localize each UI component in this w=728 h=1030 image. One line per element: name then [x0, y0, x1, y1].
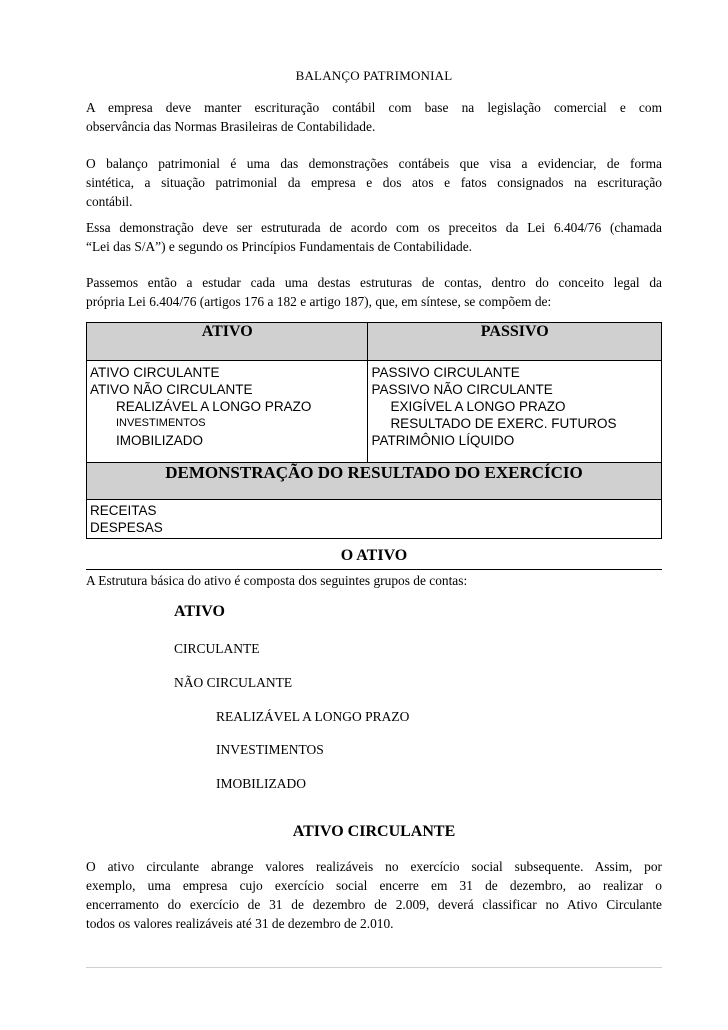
table-dre-header-row — [87, 463, 662, 500]
section-divider — [86, 569, 662, 570]
passivo-resultado-futuros: RESULTADO DE EXERC. FUTUROS — [390, 416, 617, 431]
section-title-ativo-circulante: ATIVO CIRCULANTE — [292, 823, 456, 840]
paragraph-line: “Lei das S/A”) e segundo os Princípios Fundamentais de Contabilidade. — [86, 239, 473, 254]
passivo-nao-circulante: PASSIVO NÃO CIRCULANTE — [371, 382, 553, 397]
ativo-circulante-paragraph — [86, 857, 662, 933]
section-title-o-ativo: O ATIVO — [340, 547, 408, 564]
paragraph-line: observância das Normas Brasileiras de Contabilidade. — [86, 119, 376, 134]
paragraph-line: Passemos então a estudar cada uma destas estruturas de contas, dentro do conceito legal da — [86, 275, 662, 290]
paragraph-line: encerramento do exercício de 31 de dezembro de 2.009, deverá classificar no Ativo Circulante — [86, 897, 662, 912]
passivo-cell — [368, 361, 662, 463]
outline-imobilizado: IMOBILIZADO — [216, 776, 306, 791]
ativo-imobilizado: IMOBILIZADO — [116, 433, 204, 448]
ativo-header: ATIVO — [87, 323, 368, 361]
outline-ativo: ATIVO — [174, 603, 225, 620]
ativo-circulante: ATIVO CIRCULANTE — [90, 365, 220, 380]
table-header-row — [87, 323, 662, 361]
ativo-investimentos: INVESTIMENTOS — [116, 417, 206, 429]
table-row — [87, 361, 662, 463]
ativo-nao-circulante: ATIVO NÃO CIRCULANTE — [90, 382, 253, 397]
paragraph-1 — [86, 98, 662, 136]
paragraph-line: sintética, a situação patrimonial da empresa e dos atos e fatos consignados na escrituração — [86, 175, 662, 190]
ativo-realizavel: REALIZÁVEL A LONGO PRAZO — [116, 399, 312, 414]
paragraph-line: O balanço patrimonial é uma das demonstrações contábeis que visa a evidenciar, de forma — [86, 156, 662, 171]
paragraph-2 — [86, 154, 662, 211]
dre-header: DEMONSTRAÇÃO DO RESULTADO DO EXERCÍCIO — [87, 463, 662, 500]
outline-circulante: CIRCULANTE — [174, 641, 260, 656]
paragraph-line: própria Lei 6.404/76 (artigos 176 a 182 e artigo 187), que, em síntese, se compõem de: — [86, 294, 552, 309]
paragraph-line: A empresa deve manter escrituração contábil com base na legislação comercial e com — [86, 100, 662, 115]
balance-structure-table — [86, 322, 662, 539]
paragraph-line: contábil. — [86, 194, 133, 209]
passivo-exigivel: EXIGÍVEL A LONGO PRAZO — [390, 399, 566, 414]
ativo-cell — [87, 361, 368, 463]
dre-cell — [87, 500, 662, 539]
paragraph-3 — [86, 218, 662, 256]
passivo-circulante: PASSIVO CIRCULANTE — [371, 365, 520, 380]
passivo-patrimonio-liquido: PATRIMÔNIO LÍQUIDO — [371, 433, 515, 448]
dre-receitas: RECEITAS — [90, 503, 157, 518]
ativo-intro — [86, 571, 662, 590]
table-row — [87, 500, 662, 539]
paragraph-line: O ativo circulante abrange valores realizáveis no exercício social subsequente. Assim, por — [86, 859, 662, 874]
outline-investimentos: INVESTIMENTOS — [216, 742, 324, 757]
paragraph-line: todos os valores realizáveis até 31 de dezembro de 2.010. — [86, 916, 394, 931]
dre-despesas: DESPESAS — [90, 520, 163, 535]
paragraph-line: exemplo, uma empresa cujo exercício social encerre em 31 de dezembro, ao realizar o — [86, 878, 662, 893]
paragraph-line: A Estrutura básica do ativo é composta dos seguintes grupos de contas: — [86, 573, 468, 588]
document-title: BALANÇO PATRIMONIAL — [295, 68, 453, 83]
passivo-header: PASSIVO — [368, 323, 662, 361]
footer-divider — [86, 967, 662, 968]
paragraph-line: Essa demonstração deve ser estruturada de acordo com os preceitos da Lei 6.404/76 (chamada — [86, 220, 662, 235]
outline-nao-circulante: NÃO CIRCULANTE — [174, 675, 293, 690]
paragraph-4 — [86, 273, 662, 311]
outline-realizavel: REALIZÁVEL A LONGO PRAZO — [216, 709, 410, 724]
